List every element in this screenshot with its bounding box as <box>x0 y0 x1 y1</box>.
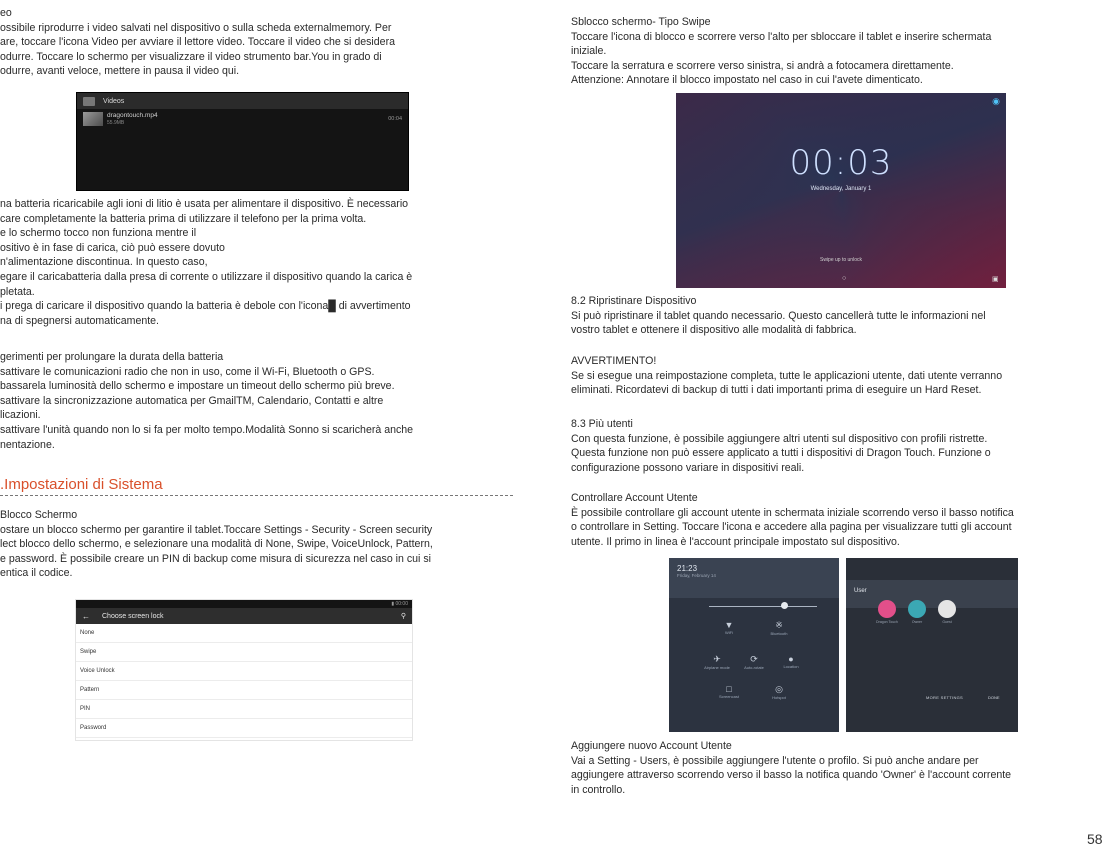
video-file-size: 55.9MB <box>107 120 125 126</box>
hotspot-tile[interactable]: ◎ Hotspot <box>764 684 794 700</box>
lock-option-pattern[interactable]: Pattern <box>76 681 412 700</box>
wifi-tile[interactable]: ▼ WiFi <box>714 620 744 635</box>
search-icon[interactable]: ⚲ <box>400 613 406 620</box>
airplane-tile[interactable]: ✈ Airplane mode <box>702 654 732 670</box>
brightness-slider[interactable] <box>709 606 817 607</box>
user-icon: ◉ <box>992 96 1000 106</box>
qs-time: 21:23 <box>677 564 698 573</box>
wifi-icon: ▼ <box>724 620 734 630</box>
lock-option-password[interactable]: Password <box>76 719 412 738</box>
user-label-dragon-touch: Dragon Touch <box>876 620 898 624</box>
video-app-bar <box>77 93 408 109</box>
swipe-unlock-section: Sblocco schermo- Tipo Swipe Toccare l'icona di blocco e scorrere verso l'alto per sbloccare il tablet e inserire schermata iniziale. Toccare la serratura e scorrere verso sinistra, si andrà a fotocamera direttamente. Attenzione: Annotare il blocco impostato nel caso in cui l'avete dimenticato. <box>571 16 992 87</box>
hotspot-icon: ◎ <box>775 684 783 694</box>
screen-lock-heading: Blocco Schermo <box>0 509 78 521</box>
swipe-hint: Swipe up to unlock <box>820 257 862 263</box>
location-tile[interactable]: ● Location <box>776 654 806 669</box>
battery-tips: gerimenti per prolungare la durata della batteria sattivare le comunicazioni radio che non in uso, come il Wi-Fi, Bluetooth o GPS. bassarela luminosità dello schermo e impostare un timeout dello schermo più breve. sattivare la sincronizzazione automatica per GmailTM, Calendario, Contatti e altre licazioni. sattivare l'unità quando non lo si fa per molto tempo.Modalità Sonno si scaricherà anche nentazione. <box>0 351 414 451</box>
user-avatar-owner[interactable] <box>908 600 926 618</box>
screencast-icon: □ <box>726 684 732 694</box>
brightness-knob[interactable] <box>781 602 788 609</box>
bluetooth-icon: ※ <box>775 620 783 630</box>
video-file-name: dragontouch.mp4 <box>107 112 158 119</box>
airplane-icon: ✈ <box>713 654 721 664</box>
screen-lock-header <box>76 608 412 624</box>
multi-user-section: 8.3 Più utenti Con questa funzione, è possibile aggiungere altri utenti sul dispositivo con profili ristrette. Questa funzione non può essere applicato a tutti i dispositivi di Dragon Touch. Funzione o configurazione possono variare in dispositivi reali. <box>571 418 991 474</box>
more-settings-button[interactable]: MORE SETTINGS <box>926 695 964 700</box>
quick-settings-screenshot <box>669 558 839 732</box>
lockscreen-clock: 00:03 <box>789 143 893 183</box>
screen-lock-title: Choose screen lock <box>102 612 164 620</box>
video-file-row[interactable] <box>77 109 408 129</box>
screen-lock-section: Blocco Schermo ostare un blocco schermo per garantire il tablet.Toccare Settings - Security - Screen security lect blocco dello schermo, e selezionare una modalità di None, Swipe, VoiceUnlock, Pattern, e password. È possibile creare un PIN di backup come misura di sicurezza nel caso in cui si entica il codice. <box>0 509 433 580</box>
bluetooth-tile[interactable]: ※ Bluetooth <box>764 620 794 636</box>
location-icon: ● <box>788 654 794 664</box>
lock-option-swipe[interactable]: Swipe <box>76 643 412 662</box>
user-label-owner: Owner <box>911 620 923 624</box>
video-duration: 00:04 <box>388 116 402 122</box>
lock-icon[interactable]: ○ <box>842 275 847 282</box>
choose-screen-lock-screenshot <box>75 599 413 741</box>
video-heading: eo <box>0 7 12 19</box>
qs-date: Friday, February 14 <box>677 573 716 578</box>
back-arrow-icon[interactable]: ← <box>82 611 90 621</box>
section-divider <box>0 495 513 496</box>
swipe-lockscreen-screenshot <box>676 93 1006 288</box>
video-thumbnail <box>83 112 103 126</box>
lock-option-voice-unlock[interactable]: Voice Unlock <box>76 662 412 681</box>
lock-option-pin[interactable]: PIN <box>76 700 412 719</box>
video-app-screenshot <box>76 92 409 191</box>
user-panel-screenshot <box>846 558 1018 732</box>
video-app-title: Videos <box>103 97 125 105</box>
section-title: .Impostazioni di Sistema <box>0 476 163 493</box>
user-label-guest: Guest <box>942 620 952 624</box>
rotate-icon: ⟳ <box>750 654 758 664</box>
rotate-tile[interactable]: ⟳ Auto-rotate <box>739 654 769 670</box>
lock-option-none[interactable]: None <box>76 624 412 643</box>
video-intro: eo ossibile riprodurre i video salvati nel dispositivo o sulla scheda externalmemory. Per are, toccare l'icona Video per avviare il lettore video. Toccare il video che si desidera odurre. Toccare lo schermo per visualizzare il video strumento bar.You in grado di odurre, avanti veloce, mettere in pausa il video qui. <box>0 7 395 78</box>
done-button[interactable]: DONE <box>988 695 1000 700</box>
user-avatar-guest[interactable] <box>938 600 956 618</box>
battery-section: na batteria ricaricabile agli ioni di litio è usata per alimentare il dispositivo. È necessario care completamente la batteria prima di utilizzare il telefono per la prima volta. e lo schermo tocco non funziona mentre il ositivo è in fase di carica, ciò può essere dovuto n'alimentazione discontinua. In questo caso, egare il caricabatteria dalla presa di corrente o utilizzare il dispositivo quando la carica è pletata. i prega di caricare il dispositivo quando la batteria è debole con l'icona█ di avvertimento na di spegnersi automaticamente. <box>0 198 413 327</box>
page-number: 58 <box>1087 831 1103 847</box>
status-bar: ▮ 00:00 <box>76 600 412 608</box>
camera-icon[interactable]: ▣ <box>992 276 999 283</box>
warning-section: AVVERTIMENTO! Se si esegue una reimpostazione completa, tutte le applicazioni utente, dati utente verranno eliminati. Ricordatevi di backup di tutti i dati importanti prima di eseguire un Hard Reset. <box>571 355 1003 397</box>
user-panel-title: User <box>846 580 1018 608</box>
video-app-icon <box>83 97 95 106</box>
lockscreen-date: Wednesday, January 1 <box>810 186 872 192</box>
screencast-tile[interactable]: □ Screencast <box>714 684 744 699</box>
user-avatar-dragon-touch[interactable] <box>878 600 896 618</box>
new-account-section: Aggiungere nuovo Account Utente Vai a Setting - Users, è possibile aggiungere l'utente o profilo. Si può anche andare per aggiungere attraverso scorrendo verso il basso la notifica quando 'Owner' è l'account corrente in controllo. <box>571 740 1012 796</box>
account-control-section: Controllare Account Utente È possibile controllare gli account utente in schermata iniziale scorrendo verso il basso notifica o controllare in Setting. Toccare l'icona e accedere alla pagina per visualizzare tutti gli account utente. Il primo in linea è l'account principale impostato sul dispositivo. <box>571 492 1014 548</box>
quick-settings-header <box>669 558 839 598</box>
reset-section: 8.2 Ripristinare Dispositivo Si può ripristinare il tablet quando necessario. Questo cancellerà tutte le informazioni nel vostro tablet e ottenere il dispositivo alle modalità di fabbrica. <box>571 295 986 337</box>
